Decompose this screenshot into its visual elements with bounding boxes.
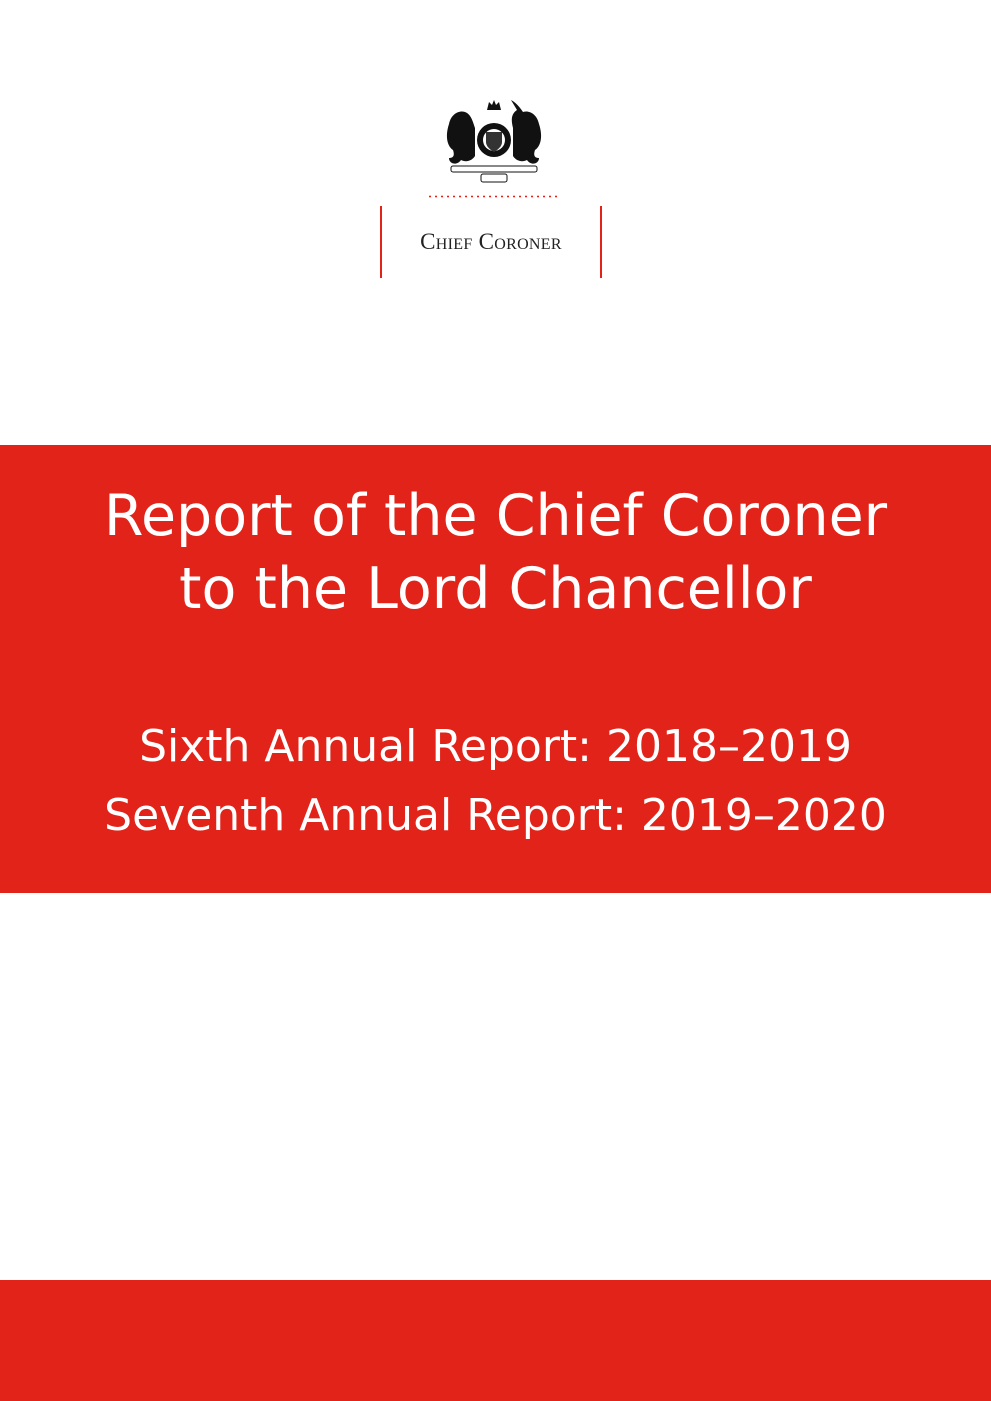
title-line: to the Lord Chancellor [179,556,812,622]
dotted-divider [427,195,559,198]
royal-coat-of-arms-logo [443,96,545,184]
subtitle-line: Sixth Annual Report: 2018–2019 [139,721,852,772]
footer-band [0,1280,991,1401]
report-subtitle [0,712,991,850]
title-line: Report of the Chief Coroner [103,483,888,549]
report-title [0,480,991,626]
subtitle-line: Seventh Annual Report: 2019–2020 [104,790,887,841]
organisation-name: Chief Coroner [380,206,602,278]
